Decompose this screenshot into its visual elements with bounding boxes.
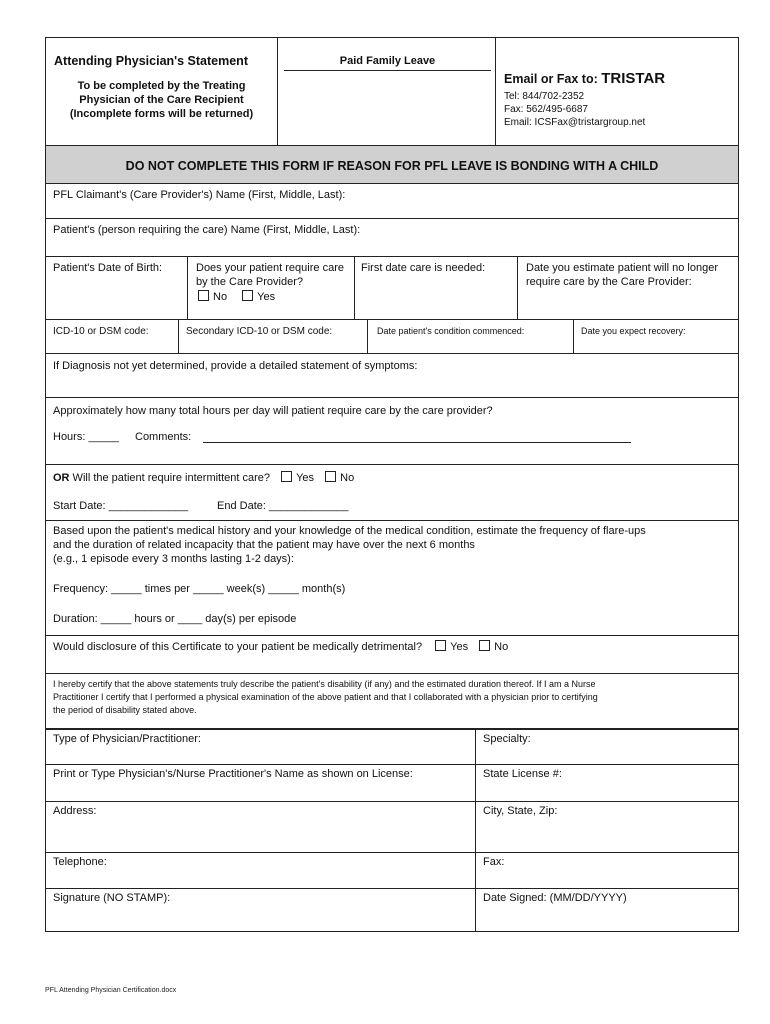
icd-row — [46, 319, 738, 353]
address-row — [46, 801, 738, 852]
contact-tel: Tel: 844/702-2352 — [504, 91, 585, 102]
physician-type-field[interactable] — [46, 730, 475, 764]
date-signed-label: Date Signed: (MM/DD/YYYY) — [483, 892, 627, 904]
flareup-instructions — [53, 524, 646, 566]
secondary-icd-label: Secondary ICD-10 or DSM code: — [186, 326, 333, 337]
flareup-row — [46, 520, 738, 635]
disclosure-no-label: No — [494, 641, 509, 653]
city-state-zip-field[interactable] — [475, 802, 738, 852]
flareup-line-1: Based upon the patient's medical history and your knowledge of the medical condition, estimate the frequency of flare-ups — [53, 525, 646, 537]
header-row — [46, 38, 738, 145]
require-care-yes-checkbox[interactable] — [242, 290, 253, 301]
first-date-label: First date care is needed: — [361, 262, 486, 274]
diagnosis-label: If Diagnosis not yet determined, provide a detailed statement of symptoms: — [53, 360, 418, 372]
physician-name-row — [46, 764, 738, 801]
require-care-no-checkbox[interactable] — [198, 290, 209, 301]
header-formtype-cell — [277, 38, 495, 145]
intermittent-no-checkbox[interactable] — [325, 471, 336, 482]
intermittent-no-label: No — [340, 472, 355, 484]
disclosure-no-checkbox[interactable] — [479, 640, 490, 651]
contact-email: Email: ICSFax@tristargroup.net — [504, 117, 646, 128]
hours-row — [46, 397, 738, 464]
address-field[interactable] — [46, 802, 475, 852]
claimant-name-field[interactable] — [46, 183, 738, 218]
telephone-label: Telephone: — [53, 856, 107, 868]
subtitle-line-1: To be completed by the Treating — [77, 80, 246, 92]
disclosure-row — [46, 635, 738, 673]
hours-question: Approximately how many total hours per day will patient require care by the care provider? — [53, 405, 493, 417]
certify-line-1: I hereby certify that the above statements truly describe the patient's disability (if any) and the estimated duration thereof. If I am a Nurse — [53, 679, 596, 689]
date-signed-field[interactable] — [475, 889, 738, 931]
telephone-field[interactable] — [46, 853, 475, 888]
icd-code-field[interactable] — [46, 320, 178, 353]
physician-name-label: Print or Type Physician's/Nurse Practitioner's Name as shown on License: — [53, 768, 413, 780]
patient-dob-label: Patient's Date of Birth: — [53, 262, 163, 274]
state-license-label: State License #: — [483, 768, 562, 780]
fax-label: Fax: — [483, 856, 505, 868]
secondary-icd-field[interactable] — [178, 320, 367, 353]
require-care-options — [198, 290, 275, 304]
form-title: Attending Physician's Statement — [54, 54, 248, 68]
header-title-cell — [46, 38, 277, 145]
end-date-field[interactable]: End Date: _____________ — [217, 500, 349, 512]
signature-row — [46, 888, 738, 931]
form-subtitle — [46, 79, 277, 121]
contact-fax: Fax: 562/495-6687 — [504, 104, 588, 115]
city-state-zip-label: City, State, Zip: — [483, 805, 558, 817]
specialty-field[interactable] — [475, 730, 738, 764]
intermittent-row — [46, 464, 738, 520]
estimate-end-label: Date you estimate patient will no longer require care by the Care Provider: — [526, 262, 718, 288]
duration-field[interactable]: Duration: _____ hours or ____ day(s) per episode — [53, 613, 297, 625]
claimant-name-label: PFL Claimant's (Care Provider's) Name (First, Middle, Last): — [53, 189, 346, 201]
banner-text: DO NOT COMPLETE THIS FORM IF REASON FOR PFL LEAVE IS BONDING WITH A CHILD — [125, 159, 659, 173]
icd-code-label: ICD-10 or DSM code: — [53, 326, 149, 337]
start-date-field[interactable]: Start Date: _____________ — [53, 500, 189, 512]
banner-row — [46, 145, 738, 183]
specialty-label: Specialty: — [483, 733, 531, 745]
hours-field[interactable]: Hours: _____ — [53, 431, 120, 443]
address-label: Address: — [53, 805, 97, 817]
patient-name-field[interactable] — [46, 218, 738, 256]
intermittent-yes-label: Yes — [296, 472, 315, 484]
disclosure-question-text: Would disclosure of this Certificate to your patient be medically detrimental? — [53, 641, 423, 653]
disclosure-yes-checkbox[interactable] — [435, 640, 446, 651]
state-license-field[interactable] — [475, 765, 738, 801]
comments-input-line[interactable] — [203, 432, 631, 443]
condition-commenced-field[interactable] — [367, 320, 573, 353]
condition-commenced-label: Date patient's condition commenced: — [377, 326, 525, 336]
pfl-form — [45, 37, 739, 932]
certify-row — [46, 673, 738, 728]
intermittent-question — [53, 471, 354, 485]
comments-label: Comments: — [135, 431, 192, 443]
header-contact-cell — [495, 38, 738, 145]
flareup-line-3: (e.g., 1 episode every 3 months lasting 1-2 days): — [53, 553, 294, 565]
physician-name-field[interactable] — [46, 765, 475, 801]
intermittent-yes-checkbox[interactable] — [281, 471, 292, 482]
dob-row — [46, 256, 738, 319]
certify-line-2: Practitioner I certify that I performed a physical examination of the above patient and that I collaborated with a physician prior to certifying — [53, 692, 598, 702]
form-type: Paid Family Leave — [284, 54, 491, 71]
certify-line-3: the period of disability stated above. — [53, 705, 197, 715]
patient-name-label: Patient's (person requiring the care) Name (First, Middle, Last): — [53, 224, 361, 236]
signature-field[interactable] — [46, 889, 475, 931]
require-care-no-label: No — [213, 291, 228, 303]
or-label: OR — [53, 472, 70, 484]
telephone-row — [46, 852, 738, 888]
expect-recovery-label: Date you expect recovery: — [581, 326, 686, 336]
physician-type-label: Type of Physician/Practitioner: — [53, 733, 201, 745]
subtitle-line-3: (Incomplete forms will be returned) — [69, 108, 254, 120]
estimate-end-field[interactable] — [517, 257, 738, 319]
require-care-question: Does your patient require care by the Care Provider? — [196, 262, 344, 288]
contact-prefix: Email or Fax to: — [504, 72, 602, 86]
intermittent-question-text: Will the patient require intermittent care? — [69, 472, 271, 484]
expect-recovery-field[interactable] — [573, 320, 738, 353]
disclosure-question — [53, 640, 508, 654]
certify-statement — [53, 678, 598, 717]
first-date-field[interactable] — [354, 257, 517, 319]
subtitle-line-2: Physician of the Care Recipient — [79, 94, 244, 106]
fax-field[interactable] — [475, 853, 738, 888]
require-care-cell — [187, 257, 354, 319]
signature-label: Signature (NO STAMP): — [53, 892, 171, 904]
contact-name: TRISTAR — [601, 70, 666, 87]
physician-type-row — [46, 728, 738, 764]
disclosure-yes-label: Yes — [450, 641, 469, 653]
patient-dob-field[interactable] — [46, 257, 187, 319]
flareup-line-2: and the duration of related incapacity that the patient may have over the next 6 months — [53, 539, 475, 551]
footer-filename: PFL Attending Physician Certification.docx — [45, 987, 177, 994]
contact-heading — [504, 70, 665, 87]
frequency-field[interactable]: Frequency: _____ times per _____ week(s) _____ month(s) — [53, 583, 346, 595]
diagnosis-field[interactable] — [46, 353, 738, 397]
require-care-yes-label: Yes — [257, 291, 276, 303]
